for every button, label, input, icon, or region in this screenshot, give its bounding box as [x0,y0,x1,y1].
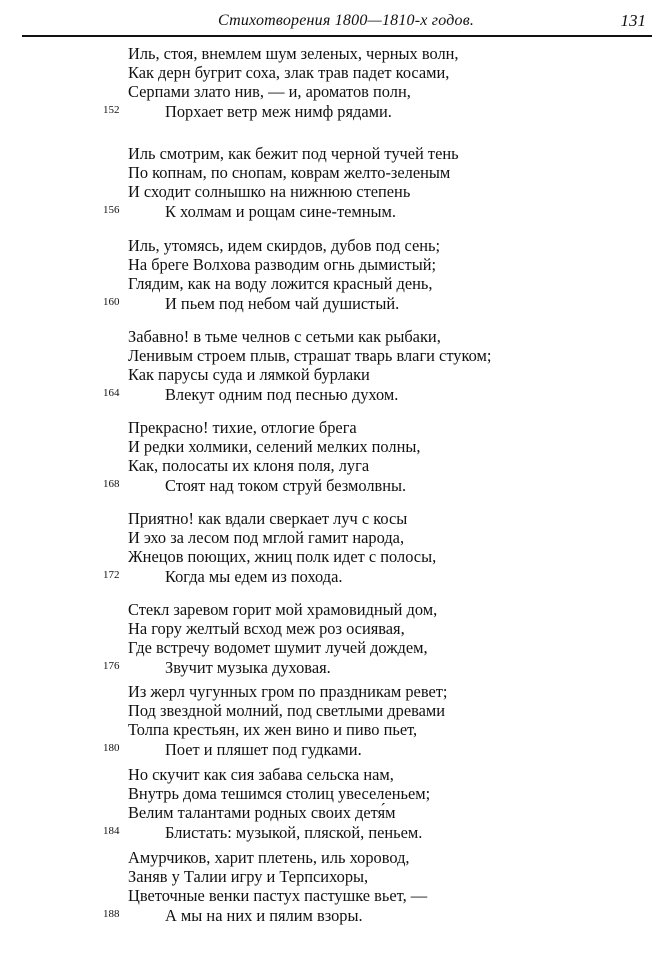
verse-line [0,600,437,619]
verse-line [0,567,436,586]
stanza [0,600,437,677]
stanza [0,236,440,313]
verse-line [0,327,491,346]
line-number: 160 [103,295,120,308]
verse-line [0,701,447,720]
stanza [0,848,427,925]
verse-text: Иль, утомясь, идем скирдов, дубов под сень; [128,236,441,255]
verse-line [0,803,430,822]
verse-line [0,385,491,404]
verse-text: Ленивым строем плыв, страшат тварь влаги стуком; [128,346,492,366]
verse-text: Прекрасно! тихие, отлогие брега [128,418,357,437]
verse-line [0,346,491,365]
verse-line [0,476,420,495]
verse-text: Как парусы суда и лямкой бурлаки [128,365,370,385]
verse-line [0,740,447,759]
verse-text: Велим талантами родных своих детя́м [128,803,396,823]
verse-text: Звучит музыка духовая. [165,657,331,677]
verse-line [0,867,427,886]
verse-text: И сходит солнышко на нижнюю степень [128,182,411,202]
verse-text: Из жерл чугунных гром по праздникам ревет; [128,682,448,701]
verse-text: Как, полосаты их клоня поля, луга [128,456,370,476]
verse-text: Поет и пляшет под гудками. [165,739,362,759]
verse-line [0,294,440,313]
verse-text: К холмам и рощам сине-темным. [165,201,397,221]
verse-line [0,163,459,182]
verse-text: Серпами злато нив, — и, ароматов полн, [128,82,411,102]
verse-text: Амурчиков, харит плетень, иль хоровод, [128,848,410,867]
verse-line [0,619,437,638]
verse-line [0,886,427,905]
verse-line [0,509,436,528]
verse-text: Стекл заревом горит мой храмовидный дом, [128,600,438,619]
stanza [0,144,459,221]
verse-text: Стоят над током струй безмолвны. [165,475,407,495]
verse-line [0,906,427,925]
verse-text: И эхо за лесом под мглой гамит народа, [128,528,405,548]
verse-line [0,182,459,201]
line-number: 184 [103,824,120,837]
verse-line [0,658,437,677]
verse-line [0,638,437,657]
verse-line [0,274,440,293]
verse-line [0,437,420,456]
verse-line [0,44,459,63]
verse-text: Где встречу водомет шумит лучей дождем, [128,638,428,658]
verse-text: Толпа крестьян, их жен вино и пиво пьет, [128,720,418,740]
line-number: 152 [103,103,120,116]
stanza [0,44,459,121]
verse-line [0,82,459,101]
stanza [0,418,420,495]
verse-text: Влекут одним под песнью духом. [165,384,399,404]
stanza [0,682,447,759]
verse-line [0,102,459,121]
verse-text: На бреге Волхова разводим огнь дымистый; [128,255,437,275]
verse-line [0,63,459,82]
verse-line [0,765,430,784]
verse-text: Как дерн бугрит соха, злак трав падет косами, [128,63,450,83]
verse-text: И пьем под небом чай душистый. [165,293,400,313]
verse-text: Под звездной молний, под светлыми древами [128,701,446,721]
verse-text: По копнам, по снопам, коврам желто-зеленым [128,163,451,183]
verse-text: Внутрь дома тешимся столиц увеселеньем; [128,784,431,804]
verse-line [0,528,436,547]
verse-text: А мы на них и пялим взоры. [165,905,363,925]
line-number: 180 [103,741,120,754]
verse-line [0,547,436,566]
line-number: 156 [103,203,120,216]
verse-line [0,823,430,842]
verse-text: Глядим, как на воду ложится красный день, [128,274,433,294]
stanza [0,509,436,586]
verse-text: Жнецов поющих, жниц полк идет с полосы, [128,547,437,567]
line-number: 188 [103,907,120,920]
line-number: 164 [103,386,120,399]
verse-text: Забавно! в тьме челнов с сетьми как рыбаки, [128,327,441,346]
page-header [22,10,652,36]
verse-text: Цветочные венки пастух пастушке вьет, — [128,886,428,906]
verse-line [0,144,459,163]
verse-line [0,418,420,437]
verse-line [0,456,420,475]
page-number: 131 [620,11,646,30]
verse-text: Заняв у Талии игру и Терпсихоры, [128,867,369,887]
verse-text: Блистать: музыкой, пляской, пеньем. [165,822,423,842]
running-title: Стихотворения 1800—1810-х годов. [218,12,475,29]
verse-text: На гору желтый всход меж роз осиявая, [128,619,405,639]
verse-text: Когда мы едем из похода. [165,566,343,586]
line-number: 168 [103,477,120,490]
verse-text: Иль смотрим, как бежит под черной тучей тень [128,144,459,163]
header-rule [22,35,652,37]
verse-line [0,255,440,274]
verse-text: Но скучит как сия забава сельска нам, [128,765,394,784]
verse-text: И редки холмики, селений мелких полны, [128,437,421,457]
verse-text: Иль, стоя, внемлем шум зеленых, черных волн, [128,44,459,63]
stanza [0,327,491,404]
verse-line [0,365,491,384]
verse-line [0,202,459,221]
verse-text: Приятно! как вдали сверкает луч с косы [128,509,408,528]
line-number: 176 [103,659,120,672]
verse-text: Порхает ветр меж нимф рядами. [165,101,392,121]
verse-line [0,848,427,867]
verse-line [0,682,447,701]
verse-line [0,236,440,255]
line-number: 172 [103,568,120,581]
stanza [0,765,430,842]
verse-line [0,720,447,739]
verse-line [0,784,430,803]
